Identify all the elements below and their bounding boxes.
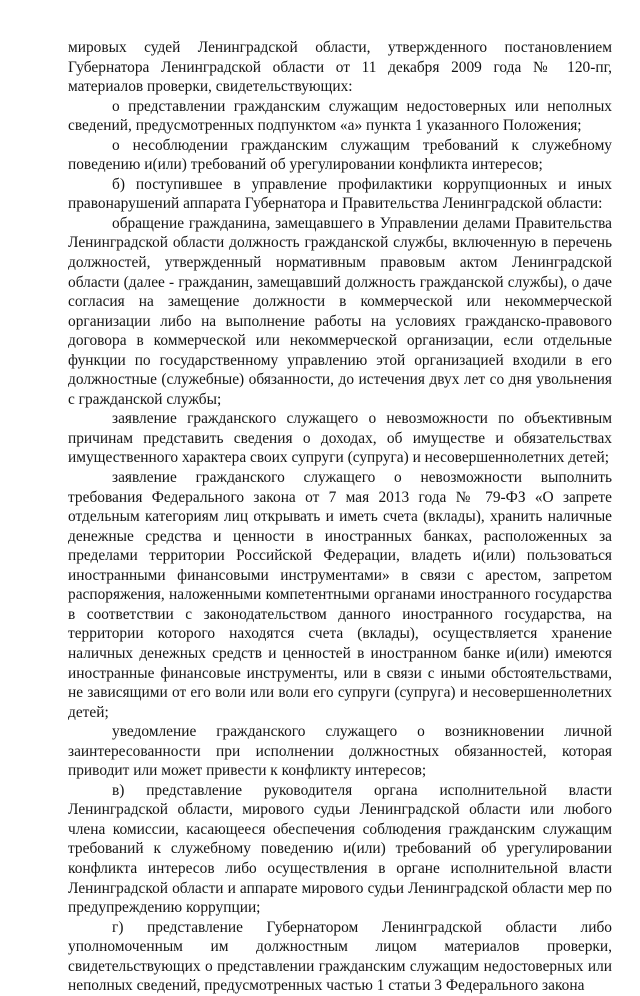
paragraph-income-statement: заявление гражданского служащего о невозможности по объективным причинам представить сведения о доходах, об имуществе и обязательствах имущественного характера своих супруги (супруга) и несовершеннолетних детей; (68, 410, 612, 467)
document-page (68, 38, 612, 996)
paragraph-non-compliance: о несоблюдении гражданским служащим требований к служебному поведению и(или) требований об урегулировании конфликта интересов; (68, 136, 612, 174)
paragraph-false-information: о представлении гражданским служащим недостоверных или неполных сведений, предусмотренных подпунктом «а» пункта 1 указанного Положения; (68, 97, 612, 135)
paragraph-foreign-accounts: заявление гражданского служащего о невозможности выполнить требования Федерального закона от 7 мая 2013 года № 79-ФЗ «О запрете отдельным категориям лиц открывать и иметь счета (вклады), хранить наличные денежные средства и ценности в иностранных банках, расположенных за пределами территории Российской Федерации, владеть и(или) пользоваться иностранными финансовыми инструментами» в связи с арестом, запретом распоряжения, наложенными компетентными органами иностранного государства в соответствии с законодательством данного иностранного государства, на территории которого находятся счета (вклады), осуществляется хранение наличных денежных средств и ценностей в иностранном банке и(или) имеются иностранные финансовые инструменты, или в связи с иными обстоятельствами, не зависящими от его воли или воли его супруги (супруга) и несовершеннолетних детей; (68, 469, 612, 721)
paragraph-citizen-appeal: обращение гражданина, замещавшего в Управлении делами Правительства Ленинградской области должность гражданской службы, включенную в перечень должностей, утвержденный нормативным правовым актом Ленинградской области (далее - гражданин, замещавший должность гражданской службы), о даче согласия на замещение должности в коммерческой или некоммерческой организации либо на выполнение работы на условиях гражданско-правового договора в коммерческой или некоммерческой организации, если отдельные функции по государственному управлению этой организацией входили в его должностные (служебные) обязанности, до истечения двух лет со дня увольнения с гражданской службы; (68, 214, 612, 408)
paragraph-continuation: мировых судей Ленинградской области, утвержденного постановлением Губернатора Ленинградской области от 11 декабря 2009 года № 120-пг, материалов проверки, свидетельствующих: (68, 39, 612, 96)
paragraph-item-b: б) поступившее в управление профилактики коррупционных и иных правонарушений аппарата Губернатора и Правительства Ленинградской области: (68, 175, 612, 213)
paragraph-item-v: в) представление руководителя органа исполнительной власти Ленинградской области, мирового судьи Ленинградской области или любого члена комиссии, касающееся обеспечения соблюдения гражданским служащим требований к служебному поведению и(или) требований об урегулировании конфликта интересов либо осуществления в органе исполнительной власти Ленинградской области и аппарате мирового судьи Ленинградской области мер по предупреждению коррупции; (68, 781, 612, 917)
paragraph-item-g: г) представление Губернатором Ленинградской области либо уполномоченным им должностным лицом материалов проверки, свидетельствующих о представлении гражданским служащим недостоверных или неполных сведений, предусмотренных частью 1 статьи 3 Федерального закона (68, 918, 612, 995)
paragraph-conflict-notice: уведомление гражданского служащего о возникновении личной заинтересованности при исполнении должностных обязанностей, которая приводит или может привести к конфликту интересов; (68, 723, 612, 780)
